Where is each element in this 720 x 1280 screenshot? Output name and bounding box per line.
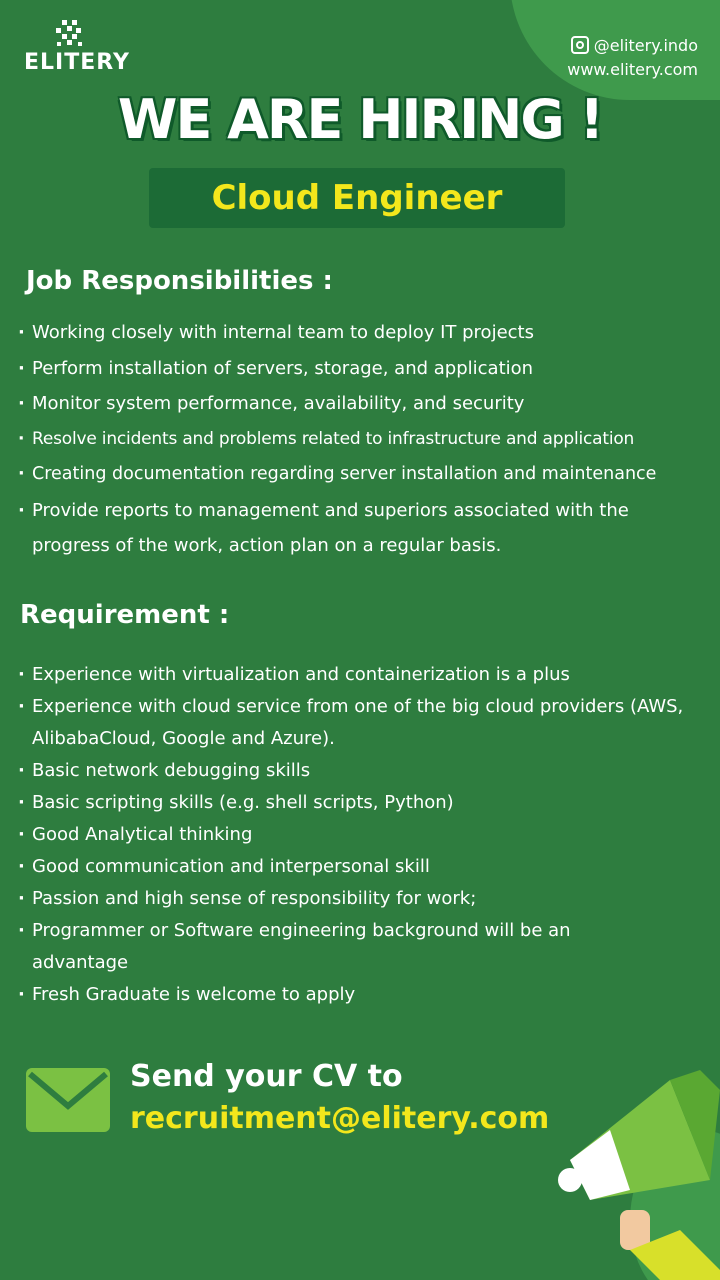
list-item: · Provide reports to management and superiors associated with the progress of the work, action plan on a regular basis. — [18, 493, 642, 564]
cta — [130, 1056, 549, 1140]
role-banner — [149, 168, 565, 228]
cta-email[interactable]: recruitment@elitery.com — [130, 1101, 550, 1136]
logo-mark-icon — [52, 18, 86, 50]
requirements-title: Requirement : — [20, 600, 230, 630]
instagram-handle[interactable] — [567, 34, 698, 58]
list-item: · Working closely with internal team to deploy IT projects — [18, 315, 708, 351]
list-item: · Passion and high sense of responsibility for work; — [18, 883, 698, 915]
responsibilities-list — [18, 315, 708, 564]
list-item: · Fresh Graduate is welcome to apply — [18, 979, 698, 1011]
social-info — [567, 34, 698, 82]
list-item: · Creating documentation regarding server installation and maintenance — [18, 457, 708, 493]
list-item: · Basic scripting skills (e.g. shell scripts, Python) — [18, 787, 698, 819]
list-item: · Monitor system performance, availability, and security — [18, 386, 708, 422]
instagram-icon — [571, 36, 589, 54]
list-item: · Good communication and interpersonal skill — [18, 851, 698, 883]
list-item: · Perform installation of servers, storage, and application — [18, 351, 708, 387]
requirements-list — [18, 659, 698, 1011]
list-item: · Experience with cloud service from one of the big cloud providers (AWS, AlibabaCloud, Google and Azure). — [18, 691, 692, 755]
role-title: Cloud Engineer — [211, 178, 503, 218]
megaphone-icon — [550, 1070, 720, 1280]
responsibilities-title: Job Responsibilities : — [26, 266, 333, 296]
logo-text: ELITERY — [24, 50, 130, 75]
list-item: · Experience with virtualization and containerization is a plus — [18, 659, 698, 691]
list-item: · Basic network debugging skills — [18, 755, 698, 787]
website-link[interactable]: www.elitery.com — [567, 60, 698, 79]
brand-logo — [24, 18, 134, 75]
instagram-text: @elitery.indo — [593, 36, 698, 55]
list-item: · Programmer or Software engineering background will be an advantage — [18, 915, 642, 979]
list-item: · Good Analytical thinking — [18, 819, 698, 851]
list-item: · Resolve incidents and problems related to infrastructure and application — [18, 422, 708, 458]
cta-text: Send your CV to — [130, 1059, 403, 1094]
headline: WE ARE HIRING ! — [117, 88, 603, 151]
envelope-icon — [26, 1068, 110, 1132]
